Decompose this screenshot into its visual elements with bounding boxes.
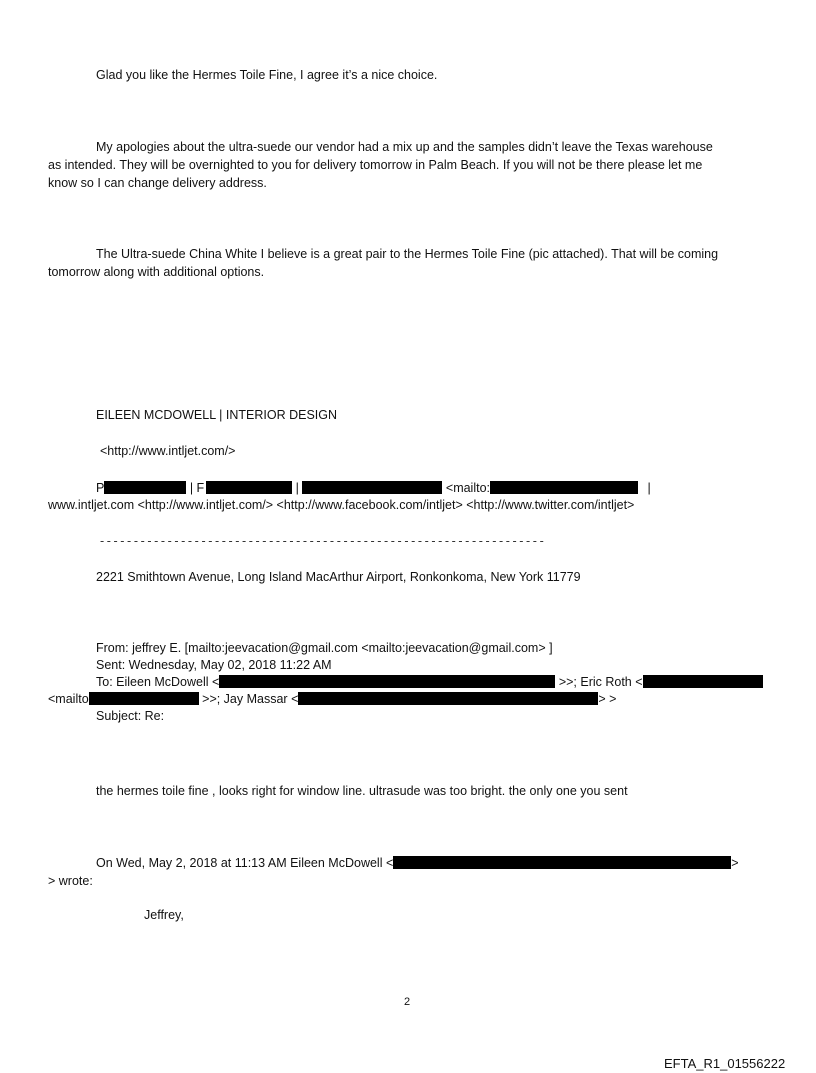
redaction-block [219, 675, 555, 688]
header-to [96, 674, 763, 691]
separator: | [647, 481, 651, 495]
separator: | [295, 481, 299, 495]
redaction-block [490, 481, 638, 494]
paragraph-line: as intended. They will be overnighted to you for delivery tomorrow in Palm Beach. If you will not be there please let me [48, 158, 703, 172]
redaction-block [206, 481, 292, 494]
header-to-continued [48, 691, 616, 708]
signature-divider: ------------------------------------------------------------------ [100, 534, 547, 548]
redaction-block [298, 692, 598, 705]
signature-social-links[interactable]: www.intljet.com <http://www.intljet.com/> <http://www.facebook.com/intljet> <http://www.twitter.com/intljet> [48, 498, 635, 512]
redaction-block [89, 692, 199, 705]
header-from: From: jeffrey E. [mailto:jeevacation@gmail.com <mailto:jeevacation@gmail.com> ] [96, 641, 553, 655]
quote-attribution-text: On Wed, May 2, 2018 at 11:13 AM Eileen McDowell < [96, 856, 394, 870]
mailto-label: <mailto: [445, 481, 491, 495]
quote-bracket: > [731, 856, 739, 870]
page-number: 2 [404, 996, 411, 1008]
redaction-block [104, 481, 186, 494]
to-separator: >>; Eric Roth < [558, 675, 643, 689]
mailto-label: <mailto [48, 692, 89, 706]
redaction-block [302, 481, 442, 494]
redaction-block [393, 856, 731, 869]
paragraph-line: My apologies about the ultra-suede our vendor had a mix up and the samples didn’t leave the Texas warehouse [96, 140, 713, 154]
quote-greeting: Jeffrey, [144, 908, 184, 922]
signature-contact-line [96, 479, 651, 497]
signature-address: 2221 Smithtown Avenue, Long Island MacArthur Airport, Ronkonkoma, New York 11779 [96, 570, 581, 584]
paragraph-line: The Ultra-suede China White I believe is a great pair to the Hermes Toile Fine (pic attached). That will be coming [96, 247, 719, 261]
to-end: > > [598, 692, 617, 706]
header-sent: Sent: Wednesday, May 02, 2018 11:22 AM [96, 658, 332, 672]
header-subject: Subject: Re: [96, 709, 165, 723]
redaction-block [643, 675, 763, 688]
to-separator: >>; Jay Massar < [202, 692, 299, 706]
phone-label: P [96, 481, 105, 495]
paragraph-hermes-choice: Glad you like the Hermes Toile Fine, I agree it’s a nice choice. [96, 68, 438, 82]
bates-number: EFTA_R1_01556222 [664, 1056, 786, 1071]
quote-attribution [96, 854, 739, 872]
signature-website-link[interactable]: <http://www.intljet.com/> [100, 444, 236, 458]
paragraph-line: tomorrow along with additional options. [48, 265, 265, 279]
paragraph-line: know so I can change delivery address. [48, 176, 267, 190]
separator: | F [189, 481, 205, 495]
reply-message: the hermes toile fine , looks right for window line. ultrasude was too bright. the only one you sent [96, 784, 628, 798]
quote-wrote: > wrote: [48, 874, 93, 888]
signature-name-title: EILEEN MCDOWELL | INTERIOR DESIGN [96, 408, 338, 422]
to-label: To: Eileen McDowell < [96, 675, 220, 689]
